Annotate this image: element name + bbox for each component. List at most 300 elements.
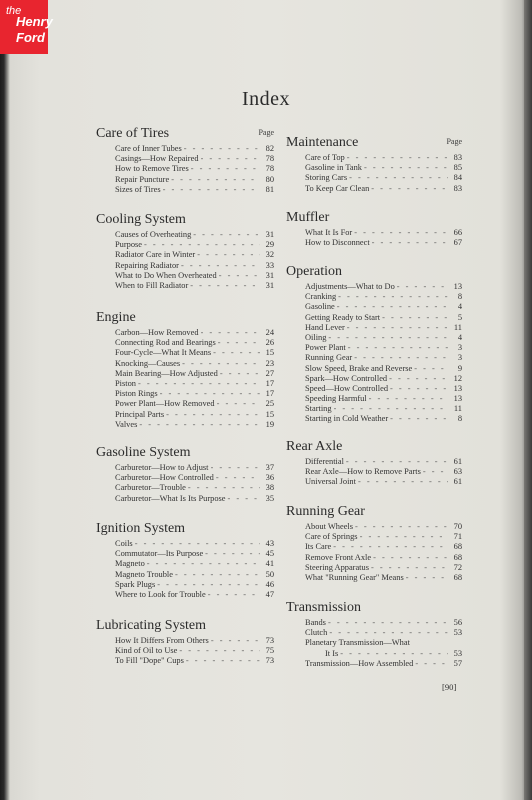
entry-page-number: 67 <box>453 238 462 248</box>
entry-page-number: 66 <box>453 228 462 237</box>
dot-leader <box>144 240 260 250</box>
section-header <box>96 210 274 228</box>
entry-page-number: 47 <box>265 589 274 599</box>
entry-page-number: 15 <box>265 409 274 419</box>
index-section-rear-axle <box>286 437 462 488</box>
entry-text: Oiling <box>305 332 327 342</box>
section-header <box>286 437 462 455</box>
entry-page-number: 3 <box>457 353 462 363</box>
entry-page-number: 84 <box>453 173 462 183</box>
index-entries <box>96 328 274 430</box>
section-header <box>286 133 462 151</box>
section-title: Gasoline System <box>96 445 191 460</box>
dot-leader <box>423 467 448 477</box>
index-entry <box>305 573 462 583</box>
dot-leader <box>406 573 448 583</box>
entry-text: Carburetor—How Controlled <box>115 473 214 483</box>
section-header <box>286 208 462 226</box>
dot-leader <box>218 338 260 348</box>
dot-leader <box>382 313 448 323</box>
entry-page-number: 83 <box>453 183 462 193</box>
index-section-cooling-system <box>96 210 274 291</box>
index-entry <box>115 539 274 549</box>
entry-text: Running Gear <box>305 353 353 363</box>
entry-page-number: 13 <box>453 383 462 393</box>
dot-leader <box>157 580 260 590</box>
dot-leader <box>166 410 260 420</box>
index-entries <box>286 228 462 248</box>
entry-page-number: 78 <box>265 164 274 174</box>
entry-page-number: 41 <box>265 559 274 569</box>
dot-leader <box>354 228 448 238</box>
dot-leader <box>415 659 448 669</box>
index-entry <box>115 281 274 291</box>
logo-line-2: Henry <box>16 14 53 29</box>
section-header <box>286 502 462 520</box>
entry-page-number: 50 <box>265 569 274 579</box>
index-entry <box>305 313 462 323</box>
entry-page-number: 68 <box>453 542 462 552</box>
index-entry <box>115 580 274 590</box>
index-entry <box>305 384 462 394</box>
index-entry <box>115 250 274 260</box>
dot-leader <box>217 399 260 409</box>
entry-page-number: 75 <box>265 646 274 656</box>
entry-text: Power Plant <box>305 343 346 353</box>
index-section-gasoline-system <box>96 443 274 504</box>
entry-text: Starting in Cold Weather <box>305 414 389 424</box>
section-title: Transmission <box>286 600 361 615</box>
dot-leader <box>390 414 448 424</box>
dot-leader <box>369 394 448 404</box>
entry-page-number: 26 <box>265 338 274 348</box>
entry-page-number: 33 <box>265 260 274 270</box>
entry-text: Care of Inner Tubes <box>115 144 182 153</box>
section-title: Care of Tires <box>96 126 170 141</box>
index-entry <box>305 618 462 628</box>
entry-text: Care of Springs <box>305 532 358 542</box>
entry-text: What to Do When Overheated <box>115 270 217 280</box>
index-entry <box>305 477 462 487</box>
index-entries <box>96 539 274 600</box>
dot-leader <box>160 389 260 399</box>
index-entry <box>305 374 462 384</box>
index-section-engine <box>96 308 274 430</box>
index-entry <box>305 553 462 563</box>
entry-text: Magneto Trouble <box>115 569 173 579</box>
section-header <box>96 308 274 326</box>
entry-page-number: 25 <box>265 399 274 409</box>
index-entries <box>96 636 274 667</box>
index-entry <box>305 238 462 248</box>
entry-text: Speeding Harmful <box>305 394 367 404</box>
index-entry <box>115 154 274 164</box>
dot-leader <box>338 292 448 302</box>
dot-leader <box>373 553 448 563</box>
index-entry <box>305 173 462 183</box>
index-entry <box>305 163 462 173</box>
dot-leader <box>201 154 260 164</box>
entry-text: To Fill "Dope" Cups <box>115 656 184 666</box>
entry-text: Purpose <box>115 240 142 250</box>
section-title: Operation <box>286 264 342 279</box>
index-entry <box>115 549 274 559</box>
entry-text: How It Differs From Others <box>115 636 209 645</box>
index-entry <box>115 175 274 185</box>
index-entry <box>115 570 274 580</box>
entry-text: Hand Lever <box>305 322 345 332</box>
dot-leader <box>135 539 260 549</box>
dot-leader <box>216 473 260 483</box>
entry-page-number: 31 <box>265 270 274 280</box>
index-entry <box>305 563 462 573</box>
index-entries <box>286 457 462 488</box>
dot-leader <box>340 649 448 659</box>
entry-page-number: 53 <box>453 628 462 638</box>
index-entries <box>96 230 274 291</box>
index-entry <box>305 184 462 194</box>
index-entry <box>305 457 462 467</box>
entry-text: Remove Front Axle <box>305 552 372 562</box>
dot-leader <box>371 563 448 573</box>
entry-page-number: 12 <box>453 373 462 383</box>
entry-page-number: 85 <box>453 163 462 173</box>
entry-text: Steering Apparatus <box>305 562 369 572</box>
index-entry <box>115 144 274 154</box>
dot-leader <box>211 463 260 473</box>
entry-page-number: 13 <box>453 394 462 404</box>
entry-page-number: 3 <box>457 343 462 353</box>
dot-leader <box>328 618 448 628</box>
section-title: Running Gear <box>286 504 365 519</box>
entry-text: How to Disconnect <box>305 238 370 248</box>
dot-leader <box>179 646 260 656</box>
entry-page-number: 72 <box>453 562 462 572</box>
index-entry <box>305 532 462 542</box>
section-title: Cooling System <box>96 212 186 227</box>
logo-line-3: Ford <box>16 30 45 45</box>
entry-page-number: 17 <box>265 389 274 399</box>
index-entry <box>115 463 274 473</box>
index-entry <box>305 414 462 424</box>
entry-text: Principal Parts <box>115 409 165 419</box>
dot-leader <box>219 271 260 281</box>
dot-leader <box>337 302 448 312</box>
entry-text: Piston <box>115 378 136 388</box>
entry-text: It Is <box>325 648 339 658</box>
entry-text: Spark Plugs <box>115 579 156 589</box>
dot-leader <box>191 164 260 174</box>
dot-leader <box>358 477 448 487</box>
entry-page-number: 78 <box>265 154 274 164</box>
entry-text: Where to Look for Trouble <box>115 589 206 599</box>
index-entry <box>115 240 274 250</box>
entry-text: Connecting Rod and Bearings <box>115 338 216 348</box>
index-section-maintenance <box>286 133 462 194</box>
entry-text: Power Plant—How Removed <box>115 399 215 409</box>
entry-page-number: 5 <box>457 312 462 322</box>
index-entry <box>305 282 462 292</box>
index-entries <box>286 522 462 583</box>
index-entry <box>115 473 274 483</box>
book-spine-edge <box>524 0 532 800</box>
entry-text: Magneto <box>115 559 145 569</box>
entry-page-number: 23 <box>265 358 274 368</box>
entry-page-number: 73 <box>265 656 274 666</box>
section-title: Muffler <box>286 210 330 225</box>
dot-leader <box>163 185 260 195</box>
index-entry <box>305 467 462 477</box>
entry-text: Coils <box>115 539 133 548</box>
dot-leader <box>333 542 448 552</box>
index-entries <box>96 463 274 504</box>
index-section-running-gear <box>286 502 462 583</box>
index-entry <box>305 542 462 552</box>
section-header <box>286 598 462 616</box>
index-entry <box>115 185 274 195</box>
entry-page-number: 81 <box>265 184 274 194</box>
index-entry <box>305 333 462 343</box>
entry-text: Differential <box>305 457 344 466</box>
dot-leader <box>181 261 260 271</box>
dot-leader <box>414 364 448 374</box>
entry-text: Rear Axle—How to Remove Parts <box>305 467 421 477</box>
entry-page-number: 9 <box>457 363 462 373</box>
index-entry <box>115 359 274 369</box>
entry-page-number: 37 <box>265 463 274 472</box>
index-entry <box>305 353 462 363</box>
entry-text: Adjustments—What to Do <box>305 282 395 291</box>
entry-page-number: 80 <box>265 174 274 184</box>
entry-text: Four-Cycle—What It Means <box>115 348 212 358</box>
dot-leader <box>138 379 260 389</box>
index-entry <box>305 323 462 333</box>
page-column-label: Page <box>446 137 462 146</box>
section-header <box>96 616 274 634</box>
index-section-operation <box>286 262 462 425</box>
entry-text: Carburetor—What Is Its Purpose <box>115 493 226 503</box>
index-section-ignition-system <box>96 519 274 600</box>
entry-text: How to Remove Tires <box>115 164 189 174</box>
entry-text: Radiator Care in Winter <box>115 250 196 260</box>
index-section-muffler <box>286 208 462 248</box>
index-entry <box>115 636 274 646</box>
entry-page-number: 45 <box>265 549 274 559</box>
entry-text: Speed—How Controlled <box>305 383 389 393</box>
dot-leader <box>197 250 260 260</box>
index-entry <box>115 328 274 338</box>
dot-leader <box>175 570 260 580</box>
index-entry <box>305 638 462 648</box>
entry-text: Planetary Transmission—What <box>305 638 410 648</box>
index-entry <box>305 659 462 669</box>
section-title: Maintenance <box>286 135 359 150</box>
entry-page-number: 11 <box>453 404 462 414</box>
entry-page-number: 73 <box>265 636 274 645</box>
entry-text: Carburetor—How to Adjust <box>115 463 209 472</box>
entry-text: Care of Top <box>305 153 345 162</box>
entry-page-number: 29 <box>265 240 274 250</box>
index-entry <box>115 338 274 348</box>
index-entry <box>115 379 274 389</box>
dot-leader <box>147 559 260 569</box>
entry-page-number: 57 <box>453 658 462 668</box>
index-entries <box>96 144 274 195</box>
index-entry <box>115 559 274 569</box>
dot-leader <box>182 359 260 369</box>
entry-text: Sizes of Tires <box>115 184 161 194</box>
dot-leader <box>354 353 448 363</box>
index-entry <box>115 399 274 409</box>
index-entry <box>115 271 274 281</box>
dot-leader <box>213 348 260 358</box>
index-section-lubricating-system <box>96 616 274 667</box>
entry-page-number: 56 <box>453 618 462 627</box>
entry-text: What It Is For <box>305 228 353 237</box>
dot-leader <box>171 175 260 185</box>
dot-leader <box>355 522 448 532</box>
dot-leader <box>208 590 260 600</box>
dot-leader <box>227 494 260 504</box>
index-section-care-of-tires <box>96 124 274 195</box>
index-entry <box>305 628 462 638</box>
section-header <box>96 124 274 142</box>
entry-text: Spark—How Controlled <box>305 373 388 383</box>
dot-leader <box>390 384 448 394</box>
entry-page-number: 15 <box>265 348 274 358</box>
entry-text: Casings—How Repaired <box>115 154 199 164</box>
entry-page-number: 61 <box>453 477 462 487</box>
entry-text: Valves <box>115 419 138 429</box>
entry-text: Knocking—Causes <box>115 358 181 368</box>
dot-leader <box>328 333 448 343</box>
index-entry <box>305 404 462 414</box>
section-title: Lubricating System <box>96 618 207 633</box>
entry-text: Bands <box>305 618 326 627</box>
entry-page-number: 70 <box>453 522 462 531</box>
entry-text: Causes of Overheating <box>115 230 192 239</box>
entry-text: Transmission—How Assembled <box>305 658 414 668</box>
entry-text: Its Care <box>305 542 332 552</box>
entry-page-number: 8 <box>457 414 462 424</box>
index-entry <box>115 656 274 666</box>
entry-text: Carburetor—Trouble <box>115 483 186 493</box>
page-column-label: Page <box>258 128 274 137</box>
entry-page-number: 32 <box>265 250 274 260</box>
entry-text: About Wheels <box>305 522 353 531</box>
dot-leader <box>139 420 260 430</box>
entry-text: Slow Speed, Brake and Reverse <box>305 363 413 373</box>
entry-page-number: 63 <box>453 467 462 477</box>
dot-leader <box>389 374 448 384</box>
entry-text: Storing Cars <box>305 173 348 183</box>
index-section-transmission <box>286 598 462 669</box>
index-entry <box>305 394 462 404</box>
entry-page-number: 38 <box>265 483 274 493</box>
entry-text: Universal Joint <box>305 477 356 487</box>
index-entry <box>305 649 462 659</box>
entry-page-number: 36 <box>265 473 274 483</box>
index-entry <box>305 153 462 163</box>
entry-text: Gasoline in Tank <box>305 163 362 173</box>
section-title: Ignition System <box>96 521 186 536</box>
entry-text: Carbon—How Removed <box>115 328 199 337</box>
entry-page-number: 11 <box>453 322 462 332</box>
index-entry <box>115 483 274 493</box>
entry-text: Gasoline <box>305 302 335 312</box>
entry-page-number: 35 <box>265 493 274 503</box>
dot-leader <box>186 656 260 666</box>
dot-leader <box>220 369 260 379</box>
index-entry <box>115 261 274 271</box>
entry-page-number: 27 <box>265 368 274 378</box>
entry-text: What "Running Gear" Means <box>305 572 404 582</box>
entry-page-number: 19 <box>265 419 274 429</box>
entry-text: Cranking <box>305 292 337 302</box>
index-entries <box>286 282 462 425</box>
dot-leader <box>205 549 260 559</box>
index-entry <box>305 364 462 374</box>
dot-leader <box>364 163 448 173</box>
dot-leader <box>372 238 448 248</box>
section-title: Rear Axle <box>286 439 343 454</box>
index-entry <box>115 646 274 656</box>
entry-page-number: 4 <box>457 302 462 312</box>
dot-leader <box>190 281 260 291</box>
index-entry <box>115 164 274 174</box>
index-entries <box>286 153 462 194</box>
section-header <box>286 262 462 280</box>
section-header <box>96 519 274 537</box>
index-entry <box>305 522 462 532</box>
entry-text: Repair Puncture <box>115 174 170 184</box>
dot-leader <box>348 343 448 353</box>
dot-leader <box>188 483 260 493</box>
index-entry <box>115 230 274 240</box>
entry-page-number: 24 <box>265 328 274 337</box>
entry-page-number: 71 <box>453 532 462 542</box>
section-title: Engine <box>96 310 136 325</box>
entry-text: Kind of Oil to Use <box>115 646 178 656</box>
page-title: Index <box>241 88 291 110</box>
page-number: [90] <box>442 682 457 692</box>
index-entry <box>115 348 274 358</box>
entry-page-number: 61 <box>453 457 462 466</box>
dot-leader <box>334 404 448 414</box>
index-entry <box>115 590 274 600</box>
entry-text: Getting Ready to Start <box>305 312 381 322</box>
entry-page-number: 8 <box>457 292 462 302</box>
dot-leader <box>397 282 448 292</box>
logo-line-1: the <box>6 5 22 17</box>
dot-leader <box>193 230 260 240</box>
entry-text: Clutch <box>305 628 328 638</box>
dot-leader <box>346 457 448 467</box>
entry-page-number: 4 <box>457 332 462 342</box>
dot-leader <box>347 323 448 333</box>
entry-page-number: 13 <box>453 282 462 291</box>
entry-page-number: 82 <box>265 144 274 153</box>
dot-leader <box>349 173 448 183</box>
entry-page-number: 53 <box>453 648 462 658</box>
section-header <box>96 443 274 461</box>
entry-page-number: 31 <box>265 230 274 239</box>
index-entry <box>115 420 274 430</box>
dot-leader <box>184 144 260 154</box>
entry-page-number: 43 <box>265 539 274 548</box>
entry-page-number: 68 <box>453 552 462 562</box>
dot-leader <box>201 328 260 338</box>
